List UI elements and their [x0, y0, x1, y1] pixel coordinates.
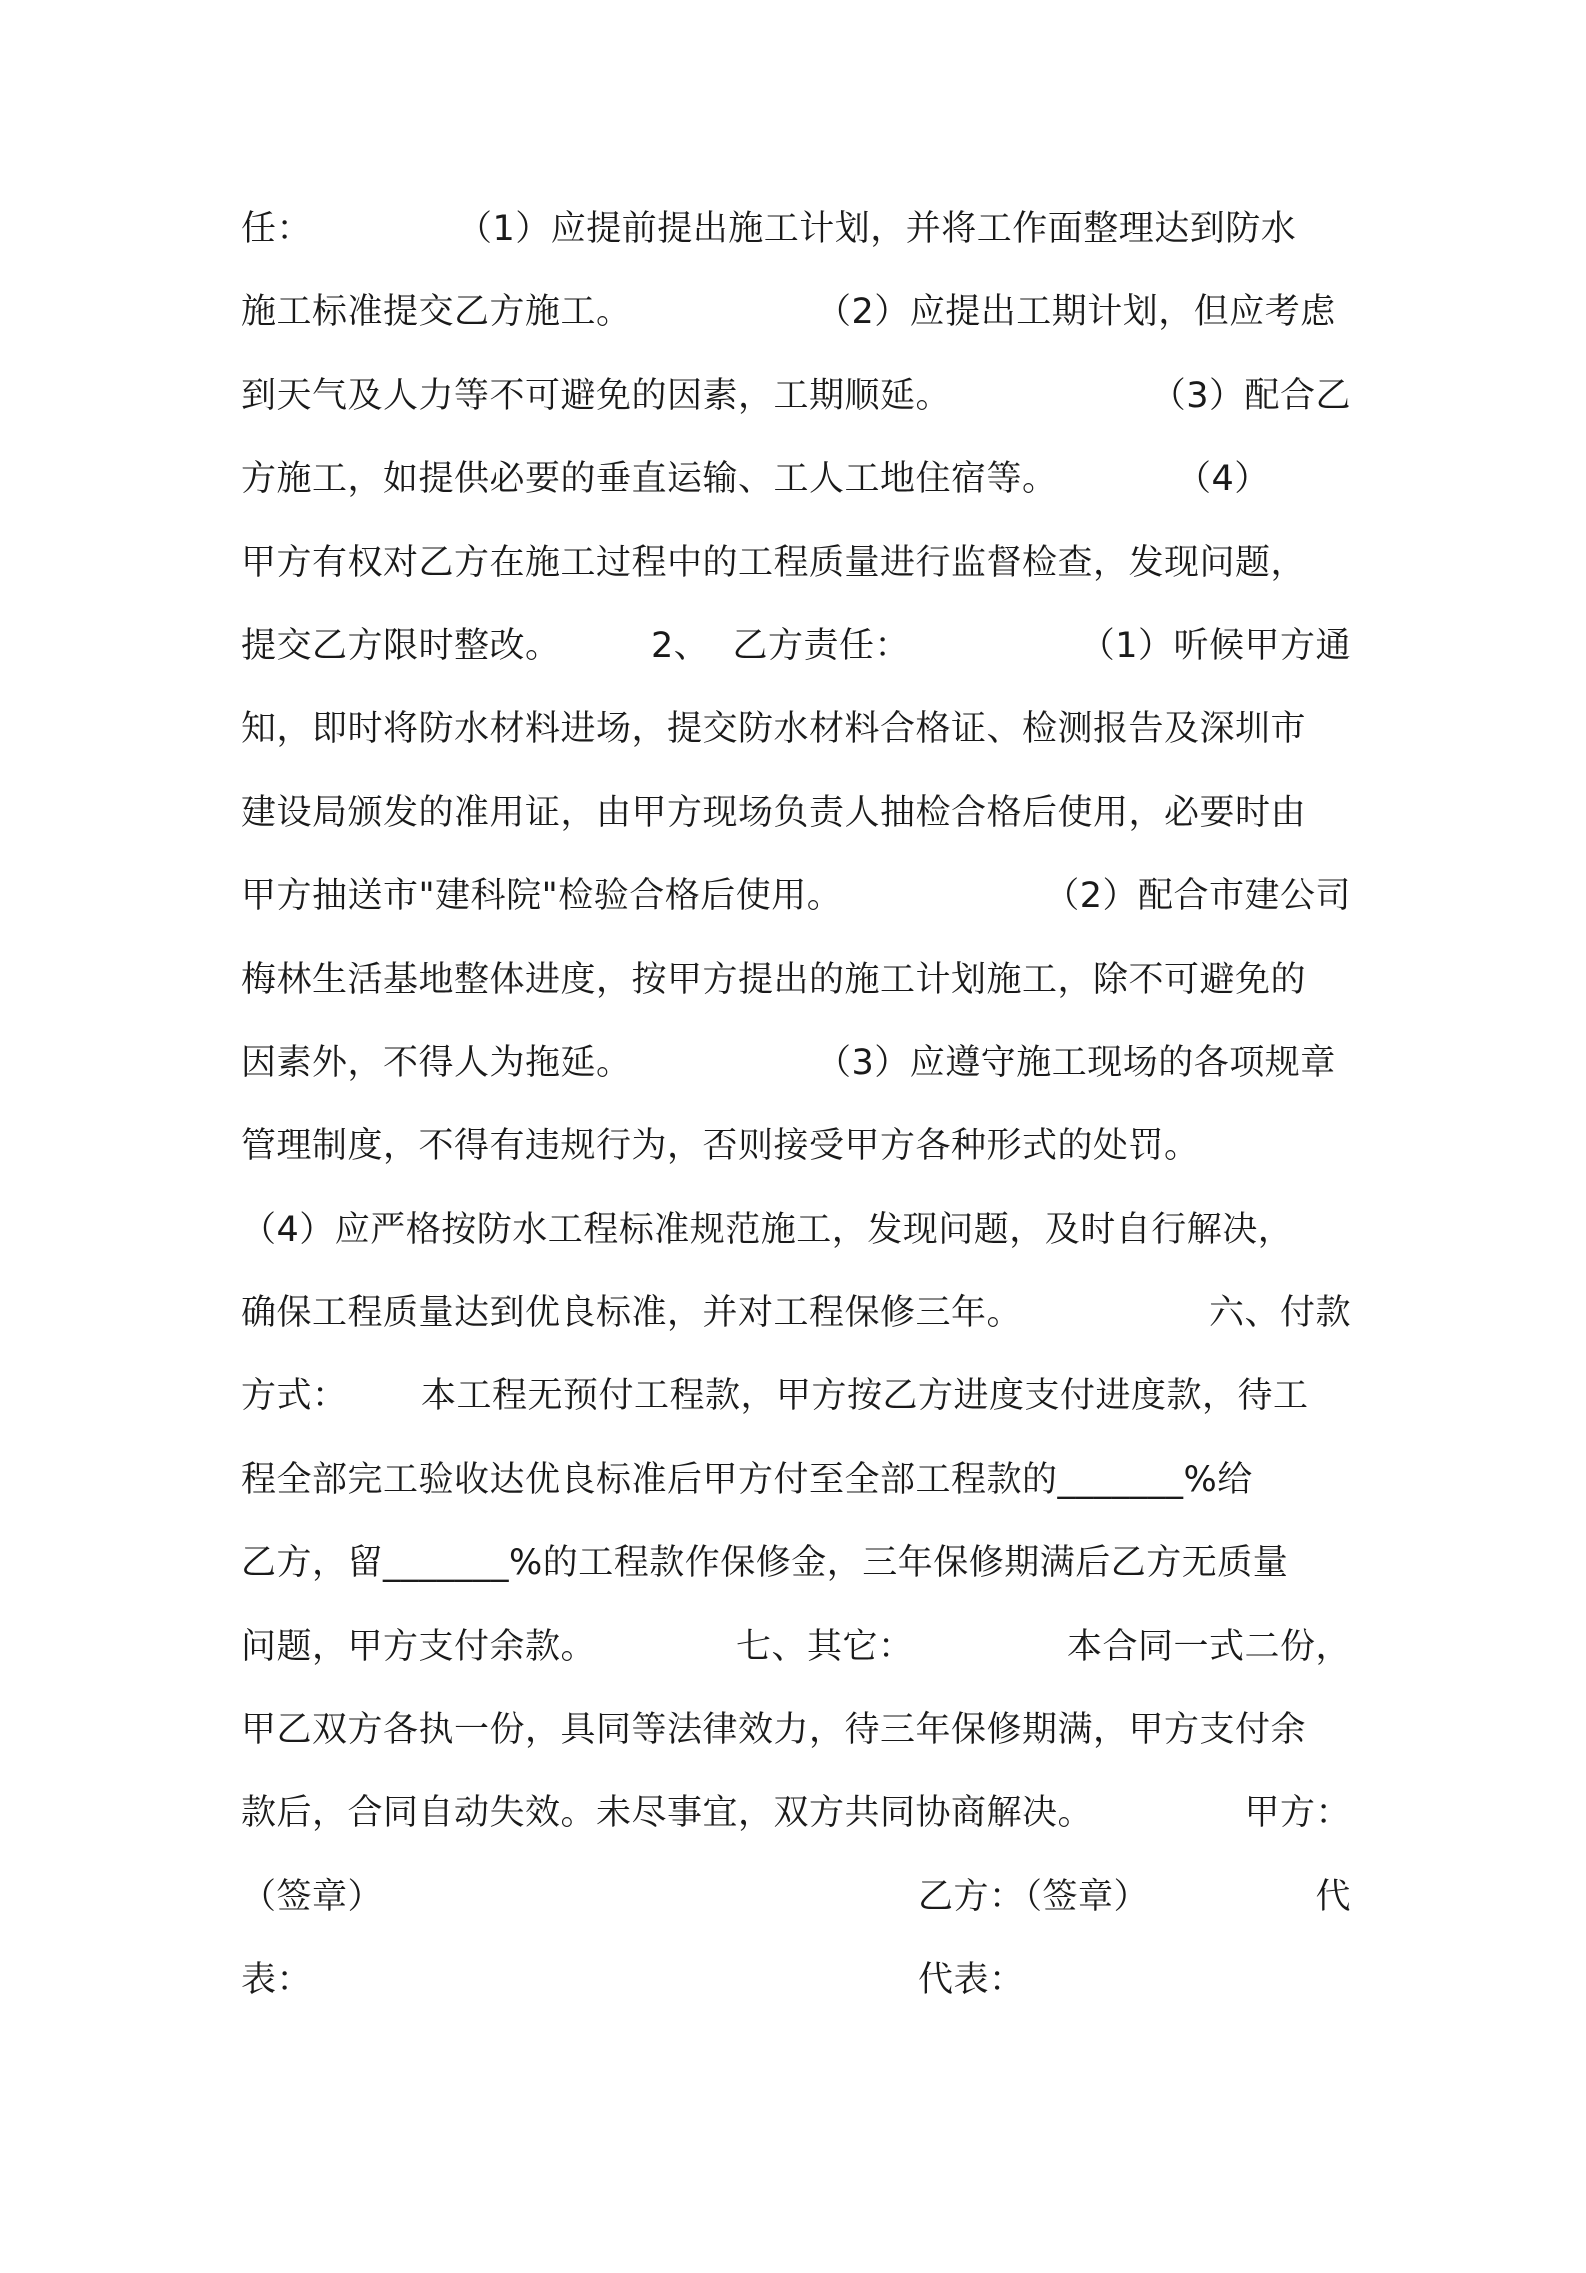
text-line: [241, 271, 1351, 354]
text-line: [241, 1439, 1351, 1522]
text-segment: 任：: [241, 209, 313, 249]
text-segment: 因素外，不得人为拖延。: [241, 1042, 632, 1083]
text-line: [241, 1689, 1351, 1772]
text-segment: 到天气及人力等不可避免的因素，工期顺延。: [241, 375, 952, 416]
signature-line: [241, 1939, 1351, 2022]
text-segment: 施工标准提交乙方施工。: [241, 292, 632, 333]
text-segment: 甲方：: [1244, 1793, 1351, 1834]
text-segment: （1）应提前提出施工计划，并将工作面整理达到防水: [457, 209, 1297, 249]
party-a-representative-label: 表：: [241, 1960, 313, 2001]
contract-body: [241, 188, 1351, 2023]
text-segment: （3）应遵守施工现场的各项规章: [816, 1042, 1336, 1083]
text-segment: 六、付款: [1208, 1293, 1351, 1334]
party-b-seal-label: 乙方：（签章）: [918, 1876, 1150, 1917]
text-line: [241, 1022, 1351, 1105]
text-segment: 提交乙方限时整改。: [241, 625, 561, 666]
text-segment: （3）配合乙: [1150, 375, 1351, 416]
party-a-seal-label: （签章）: [241, 1876, 384, 1917]
text-line: [241, 1355, 1351, 1438]
text-segment: 管理制度，不得有违规行为，否则接受甲方各种形式的处罚。: [241, 1126, 1200, 1167]
text-segment: 程全部完工验收达优良标准后甲方付至全部工程款的_______%给: [241, 1459, 1253, 1500]
text-line: [241, 605, 1351, 688]
text-segment: 甲方抽送市"建科院"检验合格后使用。: [241, 876, 843, 917]
text-line: [241, 1105, 1351, 1188]
text-segment: 问题，甲方支付余款。: [241, 1626, 597, 1667]
text-line: [241, 855, 1351, 938]
text-segment: （1）听候甲方通: [1079, 625, 1351, 666]
text-segment: 甲方有权对乙方在施工过程中的工程质量进行监督检查，发现问题，: [241, 542, 1307, 583]
text-segment: 建设局颁发的准用证，由甲方现场负责人抽检合格后使用，必要时由: [241, 792, 1307, 833]
text-segment: 代: [1315, 1876, 1351, 1917]
text-line: [241, 688, 1351, 771]
text-segment: 确保工程质量达到优良标准，并对工程保修三年。: [241, 1293, 1023, 1334]
text-line: [241, 522, 1351, 605]
text-line: [241, 1272, 1351, 1355]
text-line: [241, 188, 1351, 271]
text-segment: （2）配合市建公司: [1044, 876, 1351, 917]
text-line: [241, 772, 1351, 855]
text-segment: 乙方，留_______%的工程款作保修金，三年保修期满后乙方无质量: [241, 1543, 1289, 1584]
text-line: [241, 438, 1351, 521]
text-segment: （4）: [1176, 459, 1270, 500]
text-segment: （2）应提出工期计划，但应考虑: [816, 292, 1336, 333]
text-line: [241, 1189, 1351, 1272]
signature-line: [241, 1856, 1351, 1939]
party-b-representative-label: 代表：: [918, 1960, 1025, 2001]
text-segment: 知，即时将防水材料进场，提交防水材料合格证、检测报告及深圳市: [241, 709, 1307, 750]
text-line: [241, 355, 1351, 438]
text-segment: 本工程无预付工程款，甲方按乙方进度支付进度款，待工: [421, 1376, 1309, 1417]
text-line: [241, 939, 1351, 1022]
text-segment: （4）应严格按防水工程标准规范施工，发现问题，及时自行解决，: [241, 1209, 1294, 1250]
text-line: [241, 1606, 1351, 1689]
text-segment: 2、 乙方责任：: [651, 625, 911, 666]
text-segment: 方式：: [241, 1376, 348, 1417]
text-segment: 方施工，如提供必要的垂直运输、工人工地住宿等。: [241, 459, 1058, 500]
text-line: [241, 1772, 1351, 1855]
text-segment: 梅林生活基地整体进度，按甲方提出的施工计划施工，除不可避免的: [241, 959, 1307, 1000]
text-segment: 本合同一式二份，: [1066, 1626, 1351, 1667]
text-segment: 甲乙双方各执一份，具同等法律效力，待三年保修期满，甲方支付余: [241, 1710, 1307, 1751]
text-segment: 款后，合同自动失效。未尽事宜，双方共同协商解决。: [241, 1793, 1094, 1834]
text-segment: 七、其它：: [736, 1626, 914, 1667]
text-line: [241, 1522, 1351, 1605]
